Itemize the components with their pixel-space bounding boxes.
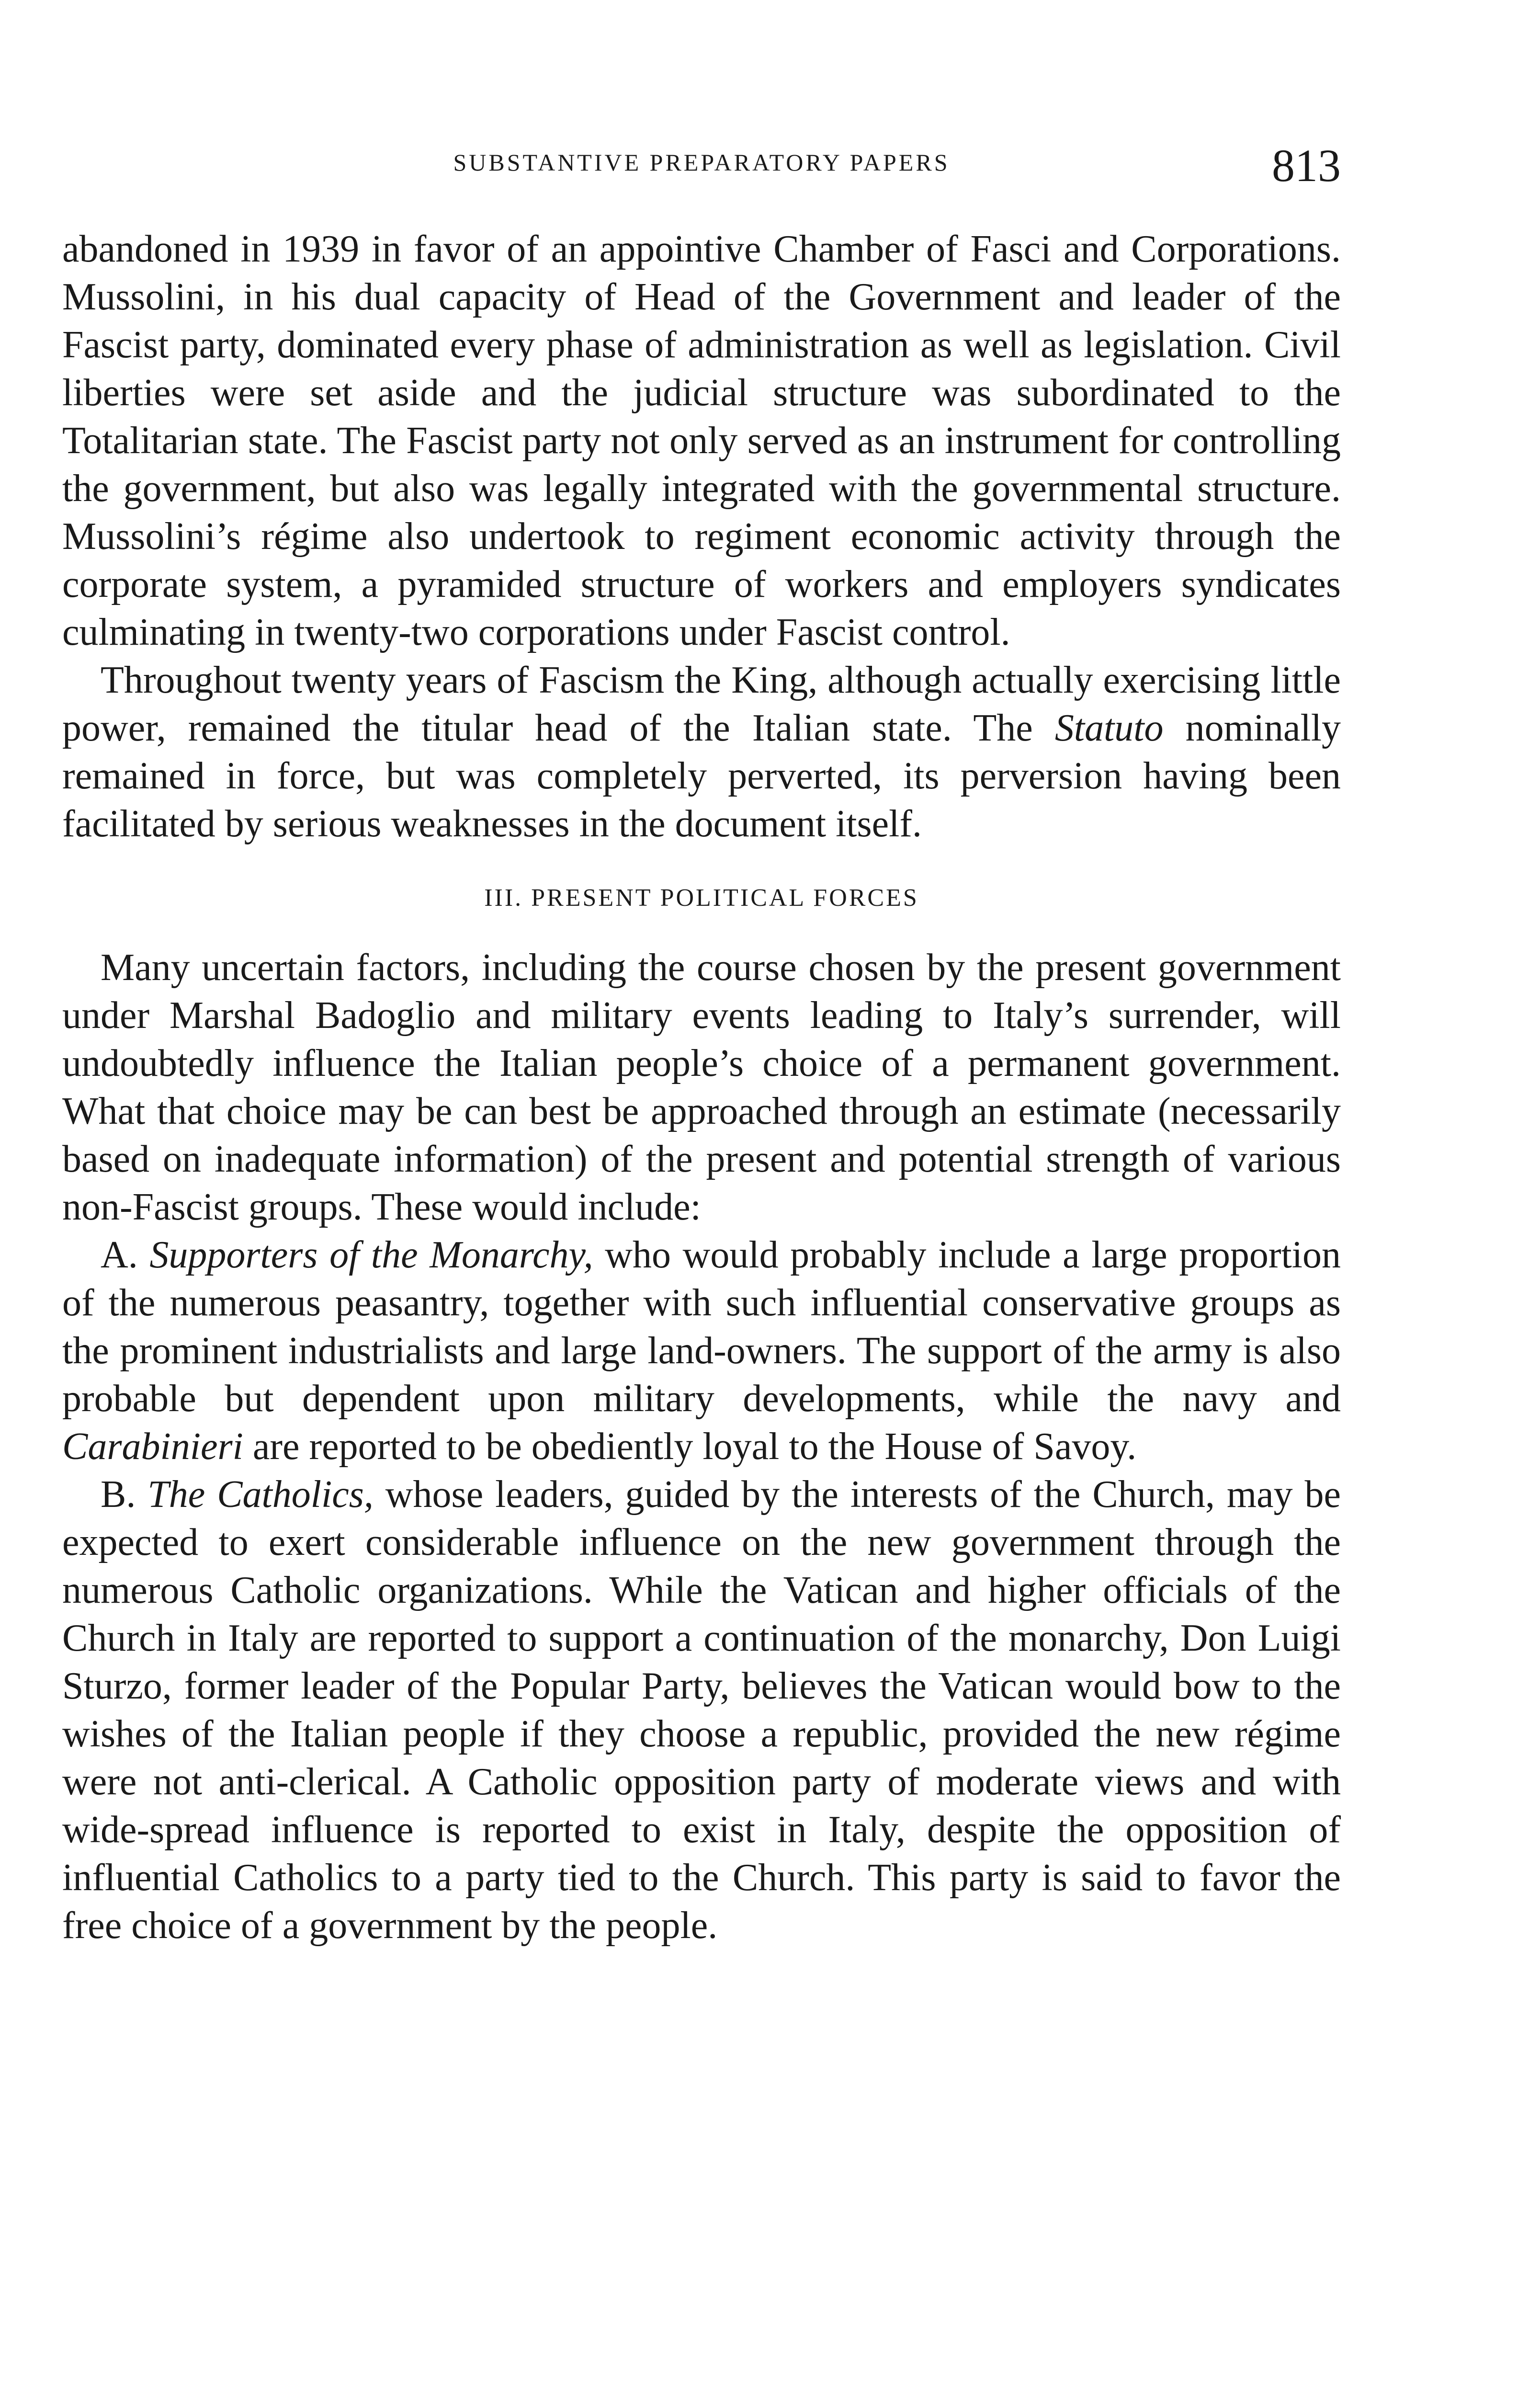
paragraph-text: nominally remained in force, but was completely perverted, its perversion having been facilitated by serious weaknesses in the document itself. xyxy=(62,707,1341,845)
paragraph-present-forces: Many uncertain factors, including the course chosen by the present government under Marshal Badoglio and military events leading to Italy’s surrender, will undoubtedly influence the Italian people’s choice of a permanent government. What that choice may be can best be approached through an estimate (necessarily based on inadequate information) of the present and potential strength of various non-Fascist groups. These would include: xyxy=(62,947,1341,1228)
page-body xyxy=(62,225,1341,1950)
page-header xyxy=(62,139,1341,211)
paragraph-text: whose leaders, guided by the interests of the Church, may be expected to exert considerable influence on the new government through the numerous Catholic organizations. While the Vatican and higher officials of the Church in Italy are reported to support a continuation of the monarchy, Don Luigi Sturzo, former leader of the Popular Party, believes the Vatican would bow to the wishes of the Italian people if they choose a republic, provided the new régime were not anti-clerical. A Catholic opposition party of moderate views and with wide-spread influence is reported to exist in Italy, despite the opposition of influential Catholics to a party tied to the Church. This party is said to favor the free choice of a government by the people. xyxy=(62,1473,1341,1947)
emphasis-catholics: The Catholics, xyxy=(147,1473,374,1516)
page-number: 813 xyxy=(1272,140,1341,191)
paragraph-text: who would probably include a large proportion of the numerous peasantry, together with such influential conservative groups as the prominent industrialists and large land-owners. The support of the army is also probable but dependent upon military developments, while the navy and xyxy=(62,1234,1341,1420)
section-heading: III. PRESENT POLITICAL FORCES xyxy=(484,884,919,912)
running-title: SUBSTANTIVE PREPARATORY PAPERS xyxy=(453,149,950,176)
paragraph-text: are reported to be obediently loyal to the House of Savoy. xyxy=(243,1426,1137,1468)
emphasis-supporters: Supporters of the Monarchy, xyxy=(149,1234,593,1276)
paragraph-monarchy-supporters xyxy=(62,1231,1341,1471)
list-label: B. xyxy=(101,1473,148,1516)
list-label: A. xyxy=(101,1234,150,1276)
emphasis-carabinieri: Carabinieri xyxy=(62,1426,243,1468)
paragraph-statuto xyxy=(62,656,1341,848)
emphasis-statuto: Statuto xyxy=(1054,707,1164,749)
paragraph-catholics xyxy=(62,1471,1341,1950)
paragraph-continuation: abandoned in 1939 in favor of an appointive Chamber of Fasci and Corporations. Mussolini, in his dual capacity of Head of the Government and leader of the Fascist party, dominated every phase of administration as well as legislation. Civil liberties were set aside and the judicial structure was subordinated to the Totalitarian state. The Fascist party not only served as an instrument for controlling the government, but also was legally integrated with the governmental structure. Mussolini’s régime also undertook to regiment economic activity through the corporate system, a pyramided structure of workers and employers syndicates culminating in twenty-two corporations under Fascist control. xyxy=(62,228,1341,653)
paragraph-text: Throughout twenty years of Fascism the King, although actually exercising little power, remained the titular head of the Italian state. The xyxy=(62,659,1341,749)
